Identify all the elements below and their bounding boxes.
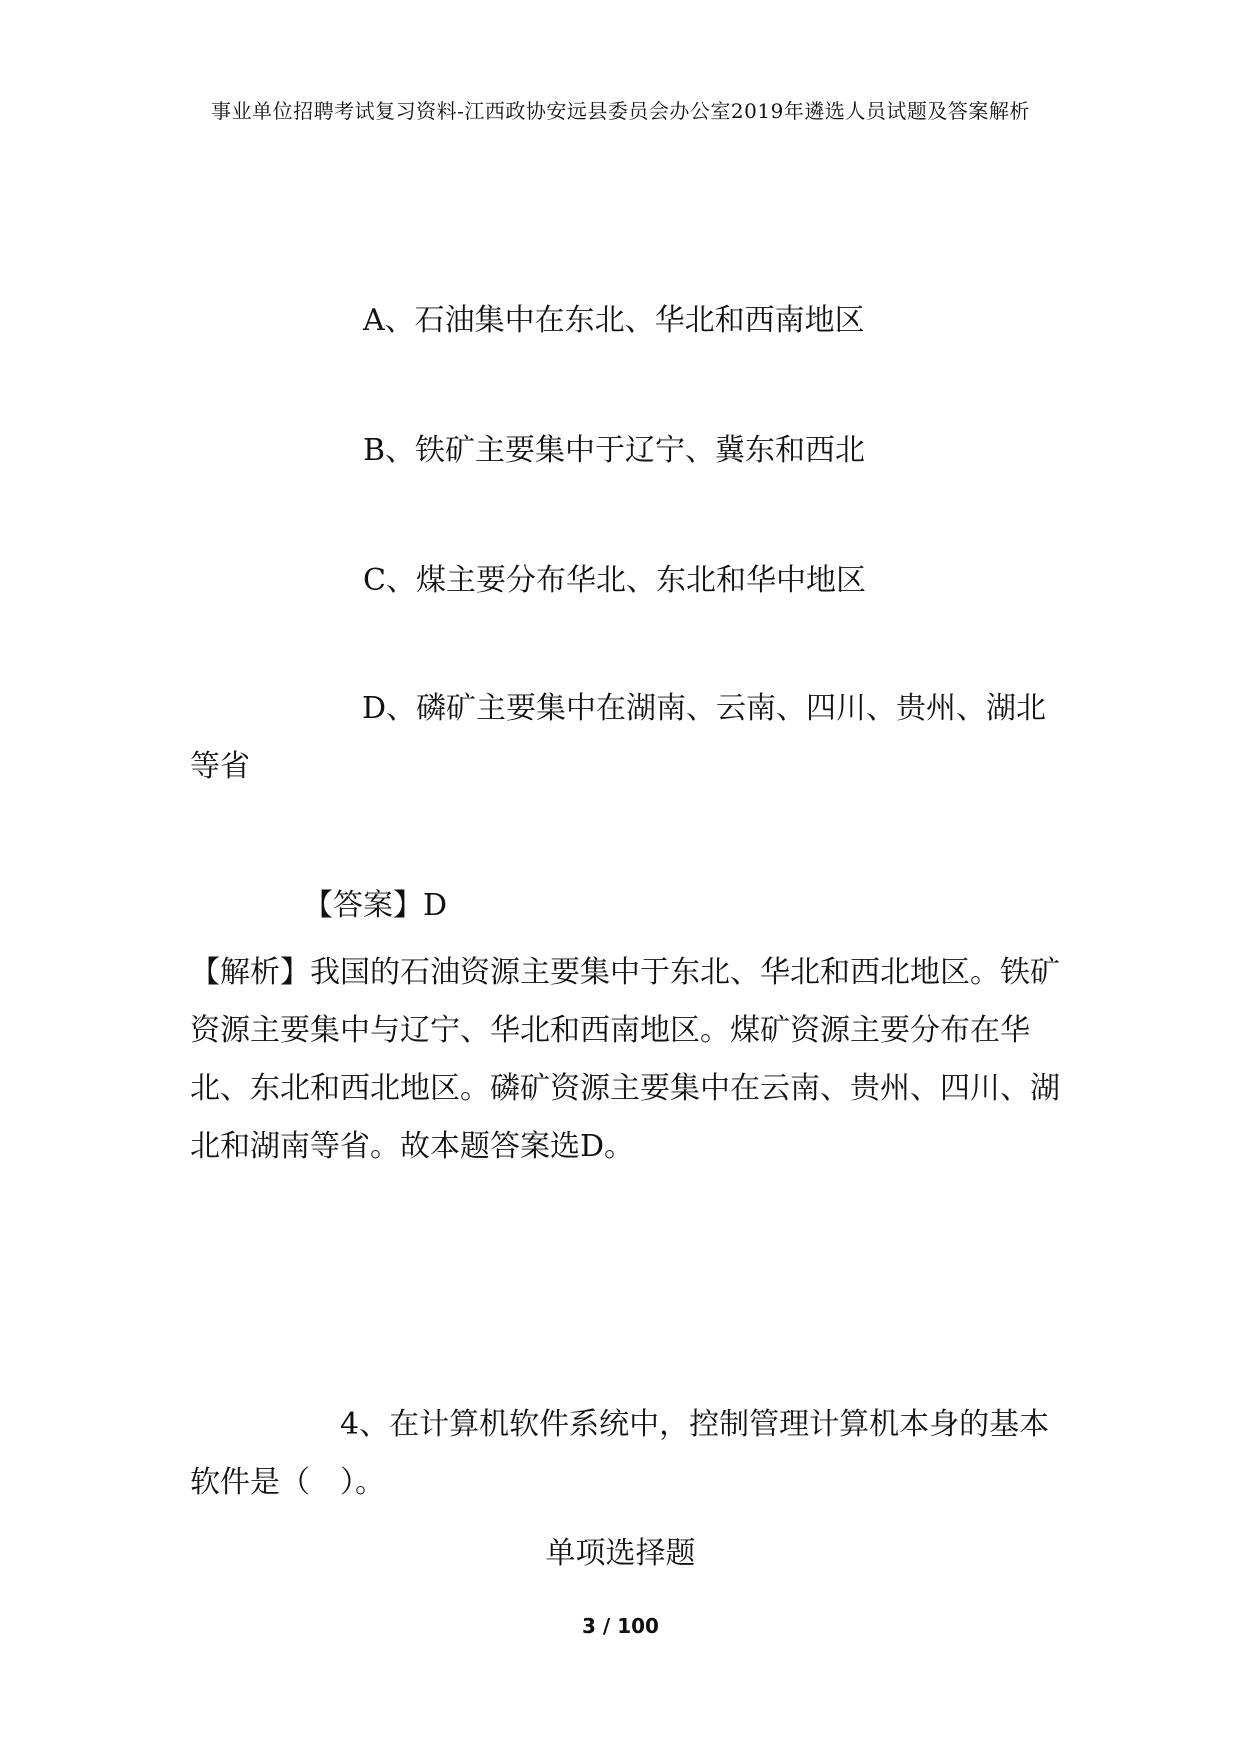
option-d: D、磷矿主要集中在湖南、云南、四川、贵州、湖北等省 xyxy=(190,691,1047,784)
page-number: 3 / 100 xyxy=(582,1614,659,1638)
option-a: A、石油集中在东北、华北和西南地区 xyxy=(363,303,865,338)
analysis-paragraph: 【解析】我国的石油资源主要集中于东北、华北和西北地区。铁矿资源主要集中与辽宁、华北和西南地区。煤矿资源主要分布在华北、东北和西北地区。磷矿资源主要集中在云南、贵州、四川、湖北和湖南等省。故本题答案选D。 xyxy=(190,955,1060,1164)
question-type-label: 单项选择题 xyxy=(545,1536,696,1571)
question-4-text: 4、在计算机软件系统中，控制管理计算机本身的基本软件是（ ）。 xyxy=(190,1407,1050,1500)
option-b: B、铁矿主要集中于辽宁、冀东和西北 xyxy=(363,433,866,468)
option-c: C、煤主要分布华北、东北和华中地区 xyxy=(363,563,866,598)
document-header: 事业单位招聘考试复习资料-江西政协安远县委员会办公室2019年遴选人员试题及答案解析 xyxy=(211,99,1030,123)
answer-line: 【答案】D xyxy=(303,888,448,923)
